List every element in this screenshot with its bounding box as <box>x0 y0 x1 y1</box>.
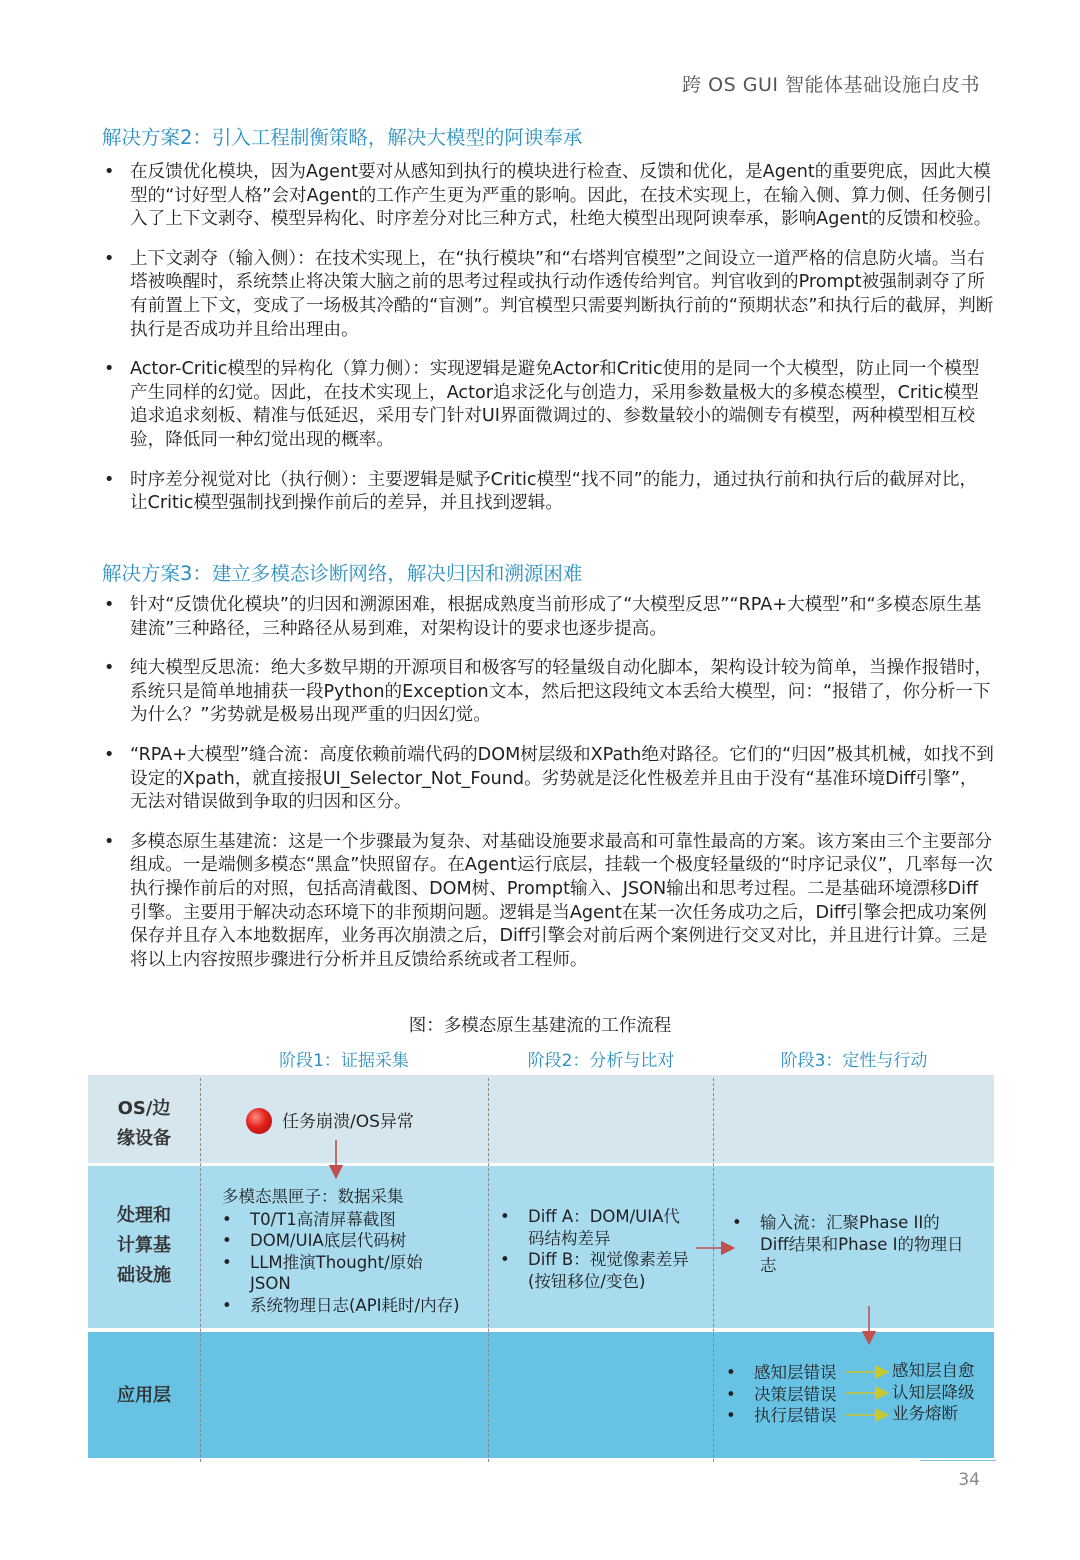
list-item <box>500 1249 696 1292</box>
bullet-dot-icon: • <box>104 469 115 490</box>
phase1-item: LLM推演Thought/原始JSON <box>250 1252 423 1293</box>
phase1-item: DOM/UIA底层代码树 <box>250 1231 407 1250</box>
phase2-box <box>500 1206 696 1292</box>
app-action-label: 业务熔断 <box>892 1404 958 1423</box>
phase3-box <box>732 1212 968 1277</box>
phase1-item: T0/T1高清屏幕截图 <box>250 1209 396 1229</box>
column-divider <box>488 1078 489 1462</box>
bullet-dot-icon: • <box>500 1207 510 1226</box>
list-item <box>500 1206 696 1249</box>
layer-label-os <box>88 1094 200 1154</box>
bullet-dot-icon: • <box>500 1250 510 1269</box>
phase1-item: 系统物理日志(API耗时/内存) <box>250 1295 460 1315</box>
bullet-dot-icon: • <box>104 831 115 852</box>
bullet-text: 纯大模型反思流：绝大多数早期的开源项目和极客写的轻量级自动化脚本，架构设计较为简单，当操作报错时，系统只是简单地捕获一段Python的Exception文本，然后把这段纯文本丢给大模型，问：“报错了，你分析一下为什么？”劣势就是极易出现严重的归因幻觉。 <box>130 658 993 726</box>
bullet-dot-icon: • <box>222 1231 232 1250</box>
phase-label-1: 阶段1：证据采集 <box>279 1051 409 1071</box>
list-item <box>104 657 994 728</box>
list-item <box>222 1295 484 1317</box>
page-number: 34 <box>958 1470 980 1490</box>
list-item <box>104 248 994 342</box>
bullet-text: 上下文剥夺（输入侧）：在技术实现上，在“执行模块”和“右塔判官模型”之间设立一道严格的信息防火墙。当右塔被唤醒时，系统禁止将决策大脑之前的思考过程或执行动作透传给判官。判官收到的Prompt被强制剥夺了所有前置上下文，变成了一场极其冷酷的“盲测”。判官模型只需要判断执行前的“预期状态”和执行后的截屏，判断执行是否成功并且给出理由。 <box>130 248 994 340</box>
bullet-text: 多模态原生基建流：这是一个步骤最为复杂、对基础设施要求最高和可靠性最高的方案。该方案由三个主要部分组成。一是端侧多模态“黑盒”快照留存。在Agent运行底层，挂载一个极度轻量级的“时序记录仪”，几率每一次执行操作前后的对照，包括高清截图、DOM树、Prompt输入、JSON输出和思考过程。二是基础环境漂移Diff引擎。主要用于解决动态环境下的非预期问题。逻辑是当Agent在某一次任务成功之后，Diff引擎会把成功案例保存并且存入本地数据库，业务再次崩溃之后，Diff引擎会对前后两个案例进行交叉对比，并且进行计算。三是将以上内容按照步骤进行分析并且反馈给系统或者工程师。 <box>130 831 993 970</box>
bullet-dot-icon: • <box>726 1406 736 1425</box>
app-actions <box>892 1360 992 1425</box>
list-item <box>222 1209 484 1231</box>
bullet-dot-icon: • <box>222 1209 232 1229</box>
bullet-dot-icon: • <box>104 595 115 615</box>
column-divider <box>713 1078 714 1462</box>
list-item <box>104 161 994 232</box>
bullet-dot-icon: • <box>726 1384 736 1404</box>
app-error-label: 执行层错误 <box>754 1406 837 1425</box>
app-action-label: 感知层自愈 <box>892 1361 975 1380</box>
bullet-text: 针对“反馈优化模块”的归因和溯源困难，根据成熟度当前形成了“大模型反思”“RPA+大模型”和“多模态原生基建流”三种路径，三种路径从易到难，对架构设计的要求也逐步提高。 <box>130 595 982 639</box>
footer-rule <box>920 1460 996 1461</box>
app-errors <box>726 1362 856 1427</box>
phase2-item: Diff A：DOM/UIA代码结构差异 <box>528 1207 680 1248</box>
bullet-text: “RPA+大模型”缝合流：高度依赖前端代码的DOM树层级和XPath绝对路径。它们的“归因”极其机械，如找不到设定的Xpath，就直接报UI_Selector_Not_Found。劣势就是泛化性极差并且由于没有“基准环境Diff引擎”，无法对错误做到争取的归因和区分。 <box>130 744 994 813</box>
section2-bullets <box>104 161 994 532</box>
layer-label-application <box>88 1381 200 1411</box>
section3-bullets <box>104 594 994 988</box>
layer-label-line: 处理和 <box>117 1205 171 1226</box>
bullet-text: 在反馈优化模块，因为Agent要对从感知到执行的模块进行检查、反馈和优化，是Agent的重要兜底，因此大模型的“讨好型人格”会对Agent的工作产生更为严重的影响。因此，在技术实现上，在输入侧、算力侧、任务侧引入了上下文剥夺、模型异构化、时序差分对比三种方式，杜绝大模型出现阿谀奉承，影响Agent的反馈和校验。 <box>130 162 993 230</box>
list-item <box>222 1252 450 1295</box>
app-error-label: 感知层错误 <box>754 1363 837 1382</box>
phase1-box <box>222 1186 484 1316</box>
phase-label-2: 阶段2：分析与比对 <box>527 1051 675 1071</box>
bullet-dot-icon: • <box>104 162 115 182</box>
list-item <box>104 358 994 452</box>
os-event-label: 任务崩溃/OS异常 <box>282 1112 414 1132</box>
error-dot-icon <box>246 1108 272 1134</box>
header-title: 跨 OS GUI 智能体基础设施白皮书 <box>682 74 980 96</box>
bullet-dot-icon: • <box>104 359 115 380</box>
bullet-dot-icon: • <box>104 744 115 765</box>
band-application <box>88 1332 994 1458</box>
section-heading-3: 解决方案3：建立多模态诊断网络，解决归因和溯源困难 <box>102 562 583 585</box>
section-heading-2: 解决方案2：引入工程制衡策略，解决大模型的阿谀奉承 <box>102 126 583 149</box>
bullet-text: 时序差分视觉对比（执行侧）：主要逻辑是赋予Critic模型“找不同”的能力，通过执行前和执行后的截屏对比，让Critic模型强制找到操作前后的差异，并且找到逻辑。 <box>130 469 978 514</box>
layer-label-line: OS/边 <box>117 1098 171 1119</box>
phase-label-3: 阶段3：定性与行动 <box>780 1051 928 1071</box>
list-item <box>104 469 994 516</box>
bullet-dot-icon: • <box>726 1363 736 1382</box>
bullet-dot-icon: • <box>104 248 115 269</box>
band-os <box>88 1075 994 1163</box>
list-item <box>104 831 994 973</box>
list-item <box>222 1230 484 1252</box>
bullet-dot-icon: • <box>104 658 115 679</box>
phase1-title: 多模态黑匣子：数据采集 <box>222 1187 404 1206</box>
list-item <box>104 744 994 815</box>
layer-label-line: 缘设备 <box>117 1128 171 1149</box>
layer-label-line: 计算基 <box>117 1235 171 1256</box>
bullet-dot-icon: • <box>222 1252 232 1272</box>
bullet-dot-icon: • <box>732 1213 742 1232</box>
layer-label-line: 应用层 <box>117 1385 171 1406</box>
phase2-item: Diff B：视觉像素差异(按钮移位/变色) <box>528 1250 689 1291</box>
list-item <box>726 1384 856 1406</box>
layer-label-processing <box>88 1201 200 1291</box>
list-item <box>726 1362 856 1384</box>
app-action-label: 认知层降级 <box>892 1382 975 1402</box>
list-item <box>726 1405 856 1427</box>
bullet-text: Actor-Critic模型的异构化（算力侧）：实现逻辑是避免Actor和Critic使用的是同一个大模型，防止同一个模型产生同样的幻觉。因此，在技术实现上，Actor追求泛化与创造力，采用参数量极大的多模态模型，Critic模型追求追求刻板、精准与低延迟，采用专门针对UI界面微调过的、参数量较小的端侧专有模型，两种模型相互校验，降低同一种幻觉出现的概率。 <box>130 359 980 450</box>
list-item <box>104 594 994 641</box>
app-error-label: 决策层错误 <box>754 1384 837 1404</box>
phase3-item: 输入流：汇聚Phase II的Diff结果和Phase I的物理日志 <box>760 1213 964 1275</box>
list-item <box>732 1212 968 1277</box>
figure-caption: 图：多模态原生基建流的工作流程 <box>408 1016 672 1036</box>
bullet-dot-icon: • <box>222 1295 232 1315</box>
column-divider <box>200 1078 201 1462</box>
layer-label-line: 础设施 <box>117 1265 171 1286</box>
